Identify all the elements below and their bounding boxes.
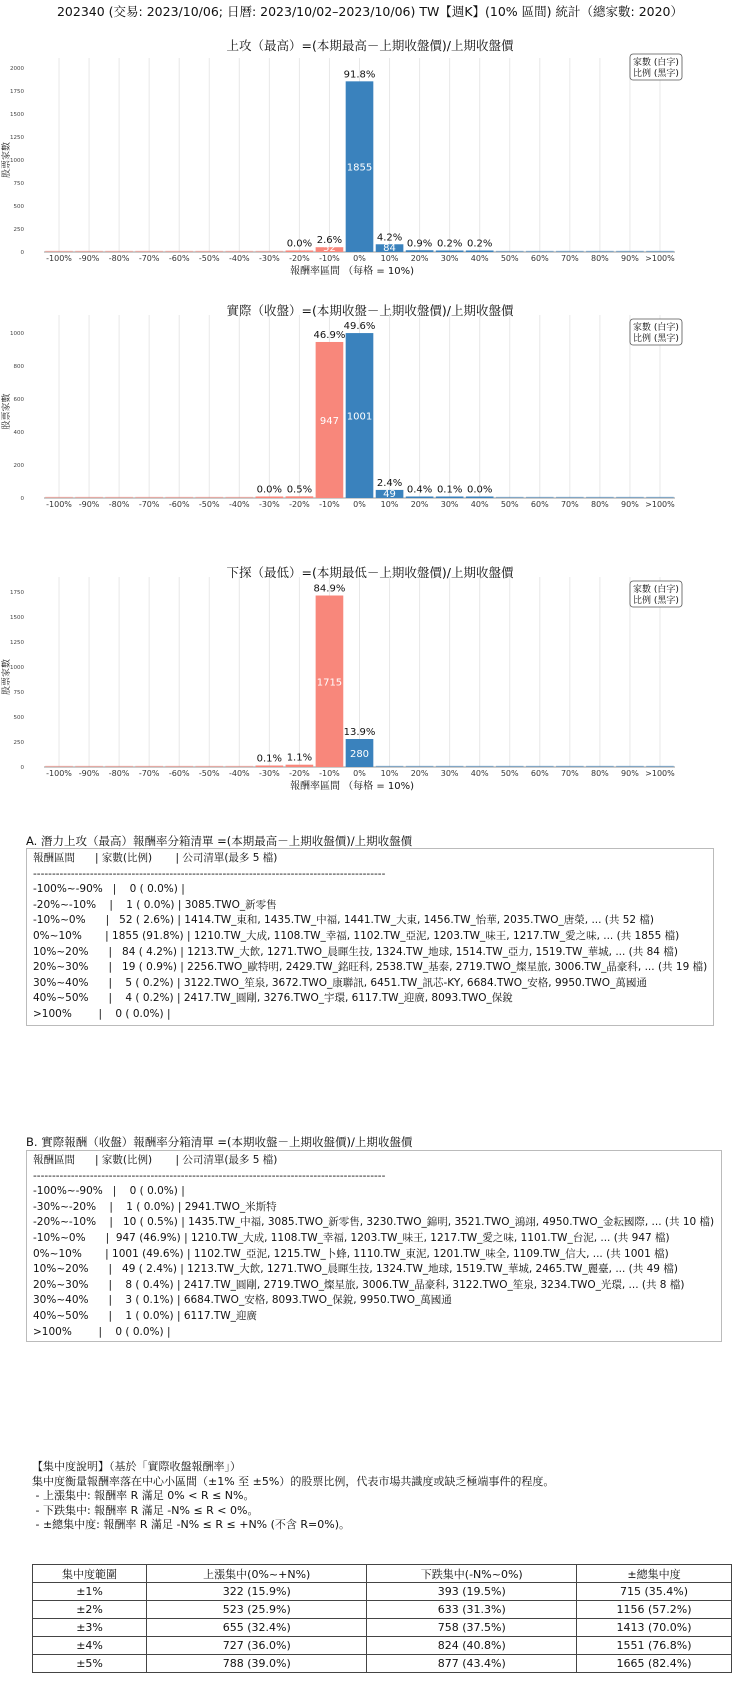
x-axis-label: 報酬率區間 （每格 = 10%): [289, 781, 415, 792]
bar: [646, 251, 674, 252]
bar: [225, 497, 253, 498]
bar: [406, 250, 434, 252]
bar-pct-label: 0.4%: [406, 484, 433, 496]
chart-legend: [630, 319, 682, 345]
bar: [436, 766, 464, 767]
x-tick-label: -80%: [108, 769, 130, 778]
x-tick-label: 90%: [621, 500, 639, 509]
x-tick-label: -70%: [138, 769, 160, 778]
table-row: [33, 1601, 732, 1619]
bar: [286, 496, 314, 498]
x-tick-label: -10%: [319, 500, 340, 509]
x-tick-label: -60%: [168, 500, 190, 509]
x-tick-label: >100%: [645, 254, 675, 263]
y-axis-label: 股票家數: [2, 393, 12, 430]
x-tick-label: -90%: [78, 500, 100, 509]
bar: [105, 251, 133, 252]
bar: [466, 766, 494, 767]
x-tick-label: -100%: [46, 500, 72, 509]
x-tick-label: 0%: [353, 769, 366, 778]
x-tick-label: -40%: [228, 254, 250, 263]
x-tick-label: 40%: [470, 500, 489, 509]
bar: [406, 497, 434, 499]
bar-pct-label: 1.1%: [286, 752, 313, 764]
section-b-line: -30%~-20% | 1 ( 0.0%) | 2941.TWO_米斯特: [33, 1200, 277, 1213]
x-axis-label: 報酬率區間 （每格 = 10%): [289, 266, 415, 277]
bar: [165, 766, 193, 767]
concentration-note-line: - 下跌集中: 報酬率 R 滿足 -N% ≤ R < 0%。: [32, 1503, 259, 1517]
section-b-line: >100% | 0 ( 0.0%) |: [33, 1325, 171, 1338]
x-tick-label: 80%: [590, 254, 609, 263]
section-a-line: 報酬區間 | 家數(比例) | 公司清單(最多 5 檔): [33, 852, 278, 864]
x-tick-label: -40%: [228, 769, 250, 778]
chart-title: 實際（收盤）=(本期收盤－上期收盤價)/上期收盤價: [226, 303, 514, 318]
bar: [616, 497, 644, 498]
bar: [376, 766, 404, 767]
report-header: 202340 (交易: 2023/10/06; 日曆: 2023/10/02–2023/10/06) TW【週K】(10% 區間) 統計（總家數: 2020）: [56, 4, 684, 19]
table-cell: 393 (19.5%): [367, 1583, 577, 1601]
section-a-line: 40%~50% | 4 ( 0.2%) | 2417.TW_圓剛, 3276.TWO_宇環, 6117.TW_迎廣, 8093.TWO_保銳: [33, 992, 513, 1005]
x-tick-label: 90%: [621, 254, 639, 263]
x-tick-label: -40%: [228, 500, 250, 509]
bar-pct-label: 0.0%: [256, 484, 283, 496]
x-tick-label: 60%: [530, 500, 549, 509]
x-tick-label: -30%: [259, 254, 280, 263]
bar-pct-label: 84.9%: [313, 583, 346, 595]
y-tick-label: 2000: [10, 66, 24, 72]
chart-title: 上攻（最高）=(本期最高－上期收盤價)/上期收盤價: [226, 38, 514, 53]
x-tick-label: -30%: [259, 769, 280, 778]
legend-entry-pct: 比例 (黑字): [633, 69, 679, 79]
bar-pct-label: 49.6%: [343, 321, 376, 333]
table-cell: ±2%: [33, 1601, 147, 1619]
x-tick-label: -30%: [259, 500, 280, 509]
bar: [45, 251, 73, 252]
col-down-header: 下跌集中(-N%~0%): [367, 1565, 577, 1583]
table-row: [33, 1583, 732, 1601]
col-total-header: ±總集中度: [577, 1565, 732, 1583]
section-b-list: [26, 1150, 722, 1342]
y-tick-label: 1750: [10, 590, 24, 596]
x-tick-label: 70%: [560, 254, 579, 263]
y-tick-label: 0: [20, 250, 24, 256]
bar: [135, 497, 163, 498]
col-up-header: 上漲集中(0%~+N%): [147, 1565, 367, 1583]
section-a-line: 30%~40% | 5 ( 0.2%) | 3122.TWO_笙泉, 3672.TWO_康聯訊, 6451.TW_訊芯-KY, 6684.TWO_安格, 9950.TWO_萬國通: [33, 976, 647, 989]
y-tick-label: 500: [13, 715, 24, 721]
section-a-line: >100% | 0 ( 0.0%) |: [33, 1007, 171, 1020]
bar-pct-label: 13.9%: [343, 727, 376, 738]
x-tick-label: 70%: [560, 500, 579, 509]
x-tick-label: 30%: [440, 254, 459, 263]
x-tick-label: -60%: [168, 769, 190, 778]
y-tick-label: 0: [20, 765, 24, 771]
bar: [556, 766, 584, 767]
bar-count-label: 49: [383, 489, 396, 500]
bar: [195, 251, 223, 252]
bar: [45, 766, 73, 767]
section-b-line: 40%~50% | 1 ( 0.0%) | 6117.TW_迎廣: [33, 1309, 257, 1322]
table-cell: ±4%: [33, 1637, 147, 1655]
bar-count-label: 1855: [346, 162, 373, 174]
x-tick-label: 80%: [590, 769, 609, 778]
table-header-row: [33, 1565, 732, 1583]
bar-count-label: 52: [323, 243, 336, 254]
x-tick-label: 50%: [500, 769, 519, 778]
concentration-note-line: 集中度衡量報酬率落在中心小區間（±1% 至 ±5%）的股票比例，代表市場共識度或缺乏極端事件的程度。: [32, 1474, 555, 1488]
concentration-notes: [32, 1460, 554, 1533]
table-cell: 1665 (82.4%): [577, 1655, 732, 1673]
concentration-note-line: - 上漲集中: 報酬率 R 滿足 0% < R ≤ N%。: [32, 1489, 255, 1502]
concentration-note-line: - ±總集中度: 報酬率 R 滿足 -N% ≤ R ≤ +N% (不含 R=0%)。: [32, 1518, 351, 1531]
bar: [75, 251, 103, 252]
legend-entry-count: 家數 (白字): [633, 58, 679, 68]
x-tick-label: 20%: [410, 769, 429, 778]
bar: [256, 251, 284, 252]
bar: [45, 497, 73, 498]
bar: [256, 497, 284, 499]
x-tick-label: 10%: [380, 254, 399, 263]
x-tick-label: 50%: [500, 254, 519, 263]
y-tick-label: 600: [13, 397, 24, 404]
x-tick-label: -90%: [78, 769, 100, 778]
bar-pct-label: 0.2%: [436, 238, 463, 250]
section-b-line: 20%~30% | 8 ( 0.4%) | 2417.TW_圓剛, 2719.TWO_燦星旅, 3006.TW_晶豪科, 3122.TWO_笙泉, 3234.TWO_光環, ... (共 8 檔): [33, 1278, 685, 1291]
y-axis-label: 股票家數: [2, 141, 12, 179]
bar: [586, 766, 614, 767]
bar: [195, 766, 223, 767]
concentration-note-line: 【集中度說明】（基於「實際收盤報酬率」）: [32, 1460, 241, 1473]
table-cell: 633 (31.3%): [367, 1601, 577, 1619]
section-b-line: 10%~20% | 49 ( 2.4%) | 1213.TW_大飲, 1271.TWO_晨暉生技, 1324.TW_地球, 1519.TW_華城, 2465.TW_麗臺, ... (共 49 檔): [33, 1263, 678, 1276]
x-tick-label: -60%: [168, 254, 190, 263]
bar: [436, 251, 464, 253]
bar-pct-label: 2.4%: [376, 477, 403, 489]
y-tick-label: 400: [13, 430, 24, 437]
x-tick-label: 0%: [353, 500, 366, 509]
bar: [466, 497, 494, 499]
x-tick-label: -100%: [46, 254, 72, 263]
table-cell: 322 (15.9%): [147, 1583, 367, 1601]
x-tick-label: 80%: [590, 500, 609, 509]
x-tick-label: -80%: [108, 254, 130, 263]
table-cell: ±3%: [33, 1619, 147, 1637]
x-tick-label: >100%: [645, 769, 675, 778]
y-tick-label: 1000: [10, 158, 24, 164]
legend-entry-count: 家數 (白字): [633, 585, 679, 595]
x-tick-label: -80%: [108, 500, 130, 509]
bar-pct-label: 0.0%: [466, 484, 493, 496]
y-tick-label: 500: [13, 204, 24, 210]
bar: [135, 251, 163, 252]
table-cell: 715 (35.4%): [577, 1583, 732, 1601]
x-tick-label: 90%: [621, 769, 639, 778]
x-tick-label: -100%: [46, 769, 72, 778]
table-row: [33, 1637, 732, 1655]
section-a-line: -10%~0% | 52 ( 2.6%) | 1414.TW_東和, 1435.TW_中福, 1441.TW_大東, 1456.TW_怡華, 2035.TWO_唐榮, ... (共 52 檔): [33, 914, 655, 927]
bar: [496, 251, 524, 252]
bar: [135, 766, 163, 767]
table-cell: 1413 (70.0%): [577, 1619, 732, 1637]
y-tick-label: 1500: [10, 615, 24, 621]
x-tick-label: 30%: [440, 769, 459, 778]
legend-entry-count: 家數 (白字): [633, 323, 679, 333]
table-cell: 824 (40.8%): [367, 1637, 577, 1655]
bar-pct-label: 2.6%: [316, 235, 343, 247]
table-cell: 655 (32.4%): [147, 1619, 367, 1637]
bar: [646, 497, 674, 498]
y-tick-label: 1750: [10, 89, 24, 95]
y-tick-label: 200: [13, 463, 24, 470]
x-tick-label: -70%: [138, 500, 160, 509]
x-tick-label: 70%: [560, 769, 579, 778]
x-tick-label: -50%: [198, 500, 220, 509]
bar: [586, 251, 614, 252]
section-b-line: ---------------------------------------------------------------------------------------------: [33, 1169, 386, 1182]
bar: [526, 766, 554, 767]
y-tick-label: 0: [20, 496, 24, 502]
y-tick-label: 1250: [10, 135, 24, 141]
chart-upside: [0, 38, 740, 303]
y-tick-label: 750: [13, 690, 24, 696]
chart-actual: [0, 303, 740, 553]
section-b-line: 30%~40% | 3 ( 0.1%) | 6684.TWO_安格, 8093.TWO_保銳, 9950.TWO_萬國通: [33, 1294, 452, 1307]
bar: [646, 766, 674, 767]
y-tick-label: 750: [13, 181, 24, 187]
y-tick-label: 1000: [10, 331, 24, 338]
bar-count-label: 84: [383, 243, 396, 254]
table-cell: 1156 (57.2%): [577, 1601, 732, 1619]
bar-count-label: 947: [319, 415, 339, 427]
section-b-title: B. 實際報酬（收盤）報酬率分箱清單 =(本期收盤－上期收盤價)/上期收盤價: [26, 1135, 413, 1149]
x-tick-label: -70%: [138, 254, 160, 263]
bar: [586, 497, 614, 498]
section-a-line: ---------------------------------------------------------------------------------------------: [33, 867, 386, 880]
bar: [556, 251, 584, 252]
chart-legend: [630, 581, 682, 607]
x-tick-label: -10%: [319, 769, 340, 778]
bar-pct-label: 0.5%: [286, 484, 313, 496]
x-tick-label: 50%: [500, 500, 519, 509]
bar-pct-label: 0.1%: [256, 753, 283, 765]
table-cell: ±5%: [33, 1655, 147, 1673]
table-row: [33, 1619, 732, 1637]
x-tick-label: >100%: [645, 500, 675, 509]
bar: [225, 251, 253, 252]
table-cell: ±1%: [33, 1583, 147, 1601]
x-tick-label: 40%: [470, 769, 489, 778]
table-cell: 877 (43.4%): [367, 1655, 577, 1673]
y-tick-label: 800: [13, 364, 24, 371]
section-a-line: 20%~30% | 19 ( 0.9%) | 2256.TWO_歐特明, 2429.TW_銘旺科, 2538.TW_基泰, 2719.TWO_燦星旅, 3006.TW_晶豪科, ... (共 19 檔): [33, 961, 708, 974]
table-cell: 1551 (76.8%): [577, 1637, 732, 1655]
section-a-line: 0%~10% | 1855 (91.8%) | 1210.TW_大成, 1108.TW_幸福, 1102.TW_亞泥, 1203.TW_味王, 1217.TW_愛之味, ... (共 1855 檔): [33, 929, 680, 942]
x-tick-label: 10%: [380, 500, 399, 509]
section-a-list: [26, 848, 714, 1026]
bar: [556, 497, 584, 498]
x-tick-label: 60%: [530, 254, 549, 263]
table-cell: 788 (39.0%): [147, 1655, 367, 1673]
bar: [286, 765, 314, 767]
y-tick-label: 250: [13, 740, 24, 746]
bar: [75, 766, 103, 767]
section-a-line: 10%~20% | 84 ( 4.2%) | 1213.TW_大飲, 1271.TWO_晨暉生技, 1324.TW_地球, 1514.TW_亞力, 1519.TW_華城, ... (共 84 檔): [33, 945, 678, 958]
bar-count-label: 280: [349, 749, 370, 760]
x-tick-label: 40%: [470, 254, 489, 263]
x-tick-label: -50%: [198, 769, 220, 778]
y-axis-label: 股票家數: [2, 658, 12, 696]
section-a-line: -20%~-10% | 1 ( 0.0%) | 3085.TWO_新零售: [33, 898, 277, 911]
bar-pct-label: 0.9%: [406, 238, 433, 250]
bar-pct-label: 0.2%: [466, 238, 493, 250]
bar: [195, 497, 223, 498]
chart-title: 下探（最低）=(本期最低－上期收盤價)/上期收盤價: [226, 565, 514, 580]
section-b-line: -20%~-10% | 10 ( 0.5%) | 1435.TW_中福, 3085.TWO_新零售, 3230.TWO_錦明, 3521.TWO_鴻翊, 4950.TWO_金耘國際, ... (共 10 檔): [33, 1216, 715, 1229]
section-a-line: -100%~-90% | 0 ( 0.0%) |: [33, 883, 185, 896]
section-a-title: A. 潛力上攻（最高）報酬率分箱清單 =(本期最高－上期收盤價)/上期收盤價: [26, 834, 413, 848]
bar: [616, 766, 644, 767]
bar: [496, 766, 524, 767]
table-cell: 758 (37.5%): [367, 1619, 577, 1637]
bar: [496, 497, 524, 498]
col-range-header: 集中度範圍: [33, 1565, 147, 1583]
bar: [466, 251, 494, 253]
y-tick-label: 1500: [10, 112, 24, 118]
x-tick-label: 60%: [530, 769, 549, 778]
y-tick-label: 250: [13, 227, 24, 233]
bar: [105, 497, 133, 498]
bar: [526, 251, 554, 252]
bar: [165, 251, 193, 252]
bar-pct-label: 4.2%: [376, 232, 403, 244]
x-tick-label: -90%: [78, 254, 100, 263]
section-b-line: -10%~0% | 947 (46.9%) | 1210.TW_大成, 1108.TW_幸福, 1203.TW_味王, 1217.TW_愛之味, 1101.TW_台泥, ... (共 947 檔): [33, 1231, 670, 1244]
section-b-line: -100%~-90% | 0 ( 0.0%) |: [33, 1185, 185, 1198]
bar-pct-label: 91.8%: [343, 69, 376, 81]
legend-entry-pct: 比例 (黑字): [633, 596, 679, 606]
concentration-table: [32, 1564, 732, 1673]
bar: [256, 766, 284, 768]
bar: [406, 766, 434, 767]
table-row: [33, 1655, 732, 1673]
legend-entry-pct: 比例 (黑字): [633, 334, 679, 344]
x-tick-label: 30%: [440, 500, 459, 509]
y-tick-label: 1250: [10, 640, 24, 646]
table-cell: 523 (25.9%): [147, 1601, 367, 1619]
chart-legend: [630, 54, 682, 80]
bar: [75, 497, 103, 498]
x-tick-label: -20%: [289, 769, 310, 778]
section-b-line: 0%~10% | 1001 (49.6%) | 1102.TW_亞泥, 1215.TW_卜蜂, 1110.TW_東泥, 1201.TW_味全, 1109.TW_信大, ... (共 1001 檔): [33, 1247, 669, 1260]
table-cell: 727 (36.0%): [147, 1637, 367, 1655]
section-b-line: 報酬區間 | 家數(比例) | 公司清單(最多 5 檔): [33, 1154, 278, 1166]
x-tick-label: 20%: [410, 254, 429, 263]
y-tick-label: 1000: [10, 665, 24, 671]
bar: [225, 766, 253, 767]
bar: [165, 497, 193, 498]
bar-pct-label: 0.0%: [286, 238, 313, 250]
bar: [436, 497, 464, 499]
bar-pct-label: 46.9%: [313, 329, 346, 341]
bar-pct-label: 0.1%: [436, 484, 463, 496]
bar: [105, 766, 133, 767]
x-tick-label: 0%: [353, 254, 366, 263]
bar-count-label: 1715: [316, 677, 343, 689]
bar: [286, 251, 314, 253]
x-tick-label: -10%: [319, 254, 340, 263]
x-tick-label: 20%: [410, 500, 429, 509]
chart-downside: [0, 565, 740, 830]
bar-count-label: 1001: [346, 411, 373, 423]
bar: [616, 251, 644, 252]
x-tick-label: -20%: [289, 254, 310, 263]
bar: [526, 497, 554, 498]
x-tick-label: -20%: [289, 500, 310, 509]
x-tick-label: 10%: [380, 769, 399, 778]
x-tick-label: -50%: [198, 254, 220, 263]
